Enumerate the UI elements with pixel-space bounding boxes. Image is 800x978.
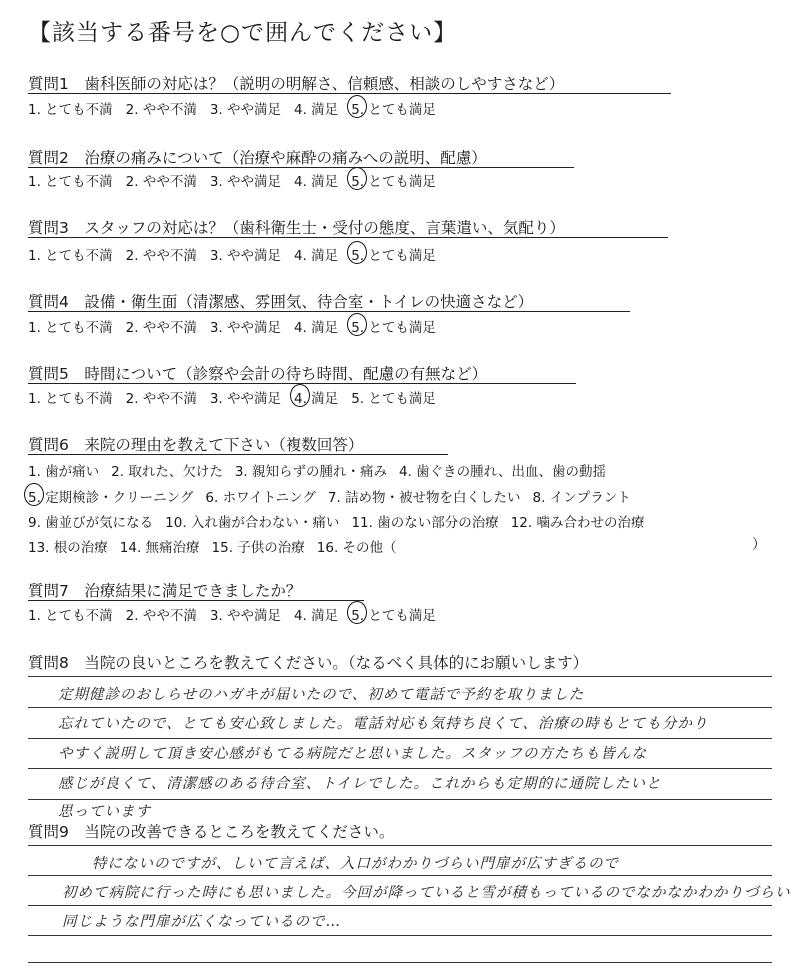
question-label: 質問3 — [28, 219, 69, 237]
reason-5[interactable]: 5. 定期検診・クリーニング — [28, 486, 193, 506]
reason-1[interactable]: 1. 歯が痛い — [28, 464, 100, 480]
question-text: 治療の痛みについて（治療や麻酔の痛みへの説明、配慮） — [84, 149, 487, 167]
rating-options — [28, 604, 449, 624]
rating-options — [28, 316, 449, 336]
option-1[interactable]: 1. とても不満 — [28, 320, 113, 336]
option-5[interactable]: 5. とても満足 — [351, 244, 436, 264]
option-1[interactable]: 1. とても不満 — [28, 174, 113, 190]
question-text: 治療結果に満足できましたか？ — [84, 582, 302, 600]
question-text: 来院の理由を教えて下さい（複数回答） — [84, 436, 364, 454]
option-5[interactable]: 5. とても満足 — [351, 170, 436, 190]
reason-line-3 — [28, 511, 656, 531]
option-2[interactable]: 2. やや不満 — [125, 608, 197, 624]
reason-11[interactable]: 11. 歯のない部分の治療 — [351, 515, 499, 531]
selection-circle — [347, 95, 367, 118]
option-1[interactable]: 1. とても不満 — [28, 391, 113, 407]
reason-4[interactable]: 4. 歯ぐきの腫れ、出血、歯の動揺 — [399, 464, 606, 480]
answer-line: 初めて病院に行った時にも思いました。今回が降っていると雪が積もっているのでなかなかわかりづらい — [62, 885, 791, 901]
option-5[interactable]: 5. とても満足 — [351, 98, 436, 118]
reason-7[interactable]: 7. 詰め物・被せ物を白くしたい — [327, 490, 521, 506]
reason-2[interactable]: 2. 取れた、欠けた — [111, 464, 223, 480]
reason-6[interactable]: 6. ホワイトニング — [205, 490, 316, 506]
question-text: 設備・衛生面（清潔感、雰囲気、待合室・トイレの快適さなど） — [84, 293, 534, 311]
option-3[interactable]: 3. やや満足 — [209, 248, 282, 264]
option-1[interactable]: 1. とても不満 — [28, 102, 113, 118]
question-text: 歯科医師の対応は？（説明の明解さ、信頼感、相談のしやすさなど） — [84, 75, 565, 93]
option-4[interactable]: 4. 満足 — [294, 102, 339, 118]
option-3[interactable]: 3. やや満足 — [209, 320, 282, 336]
answer-line: 同じような門扉が広くなっているので… — [62, 914, 341, 930]
reason-8[interactable]: 8. インプラント — [532, 490, 631, 506]
option-5[interactable]: 5. とても満足 — [351, 391, 436, 407]
option-3[interactable]: 3. やや満足 — [209, 391, 282, 407]
answer-line: 特にないのですが、しいて言えば、入口がわかりづらい門扉が広すぎるので — [92, 856, 619, 872]
reason-10[interactable]: 10. 入れ歯が合わない・痛い — [165, 515, 340, 531]
reason-13[interactable]: 13. 根の治療 — [28, 540, 108, 556]
selection-circle — [347, 241, 367, 264]
option-4[interactable]: 4. 満足 — [294, 320, 339, 336]
rating-options — [28, 387, 449, 407]
answer-line: 感じが良くて、清潔感のある待合室、トイレでした。これからも定期的に通院したいと — [58, 776, 662, 792]
option-4[interactable]: 4. 満足 — [294, 174, 339, 190]
answer-line: 定期健診のおしらせのハガキが届いたので、初めて電話で予約を取りました — [58, 687, 585, 703]
answer-line: やすく説明して頂き安心感がもてる病院だと思いました。スタッフの方たちも皆んな — [58, 746, 647, 762]
question-label: 質問6 — [28, 436, 69, 454]
reason-line-4 — [28, 536, 409, 556]
option-2[interactable]: 2. やや不満 — [125, 174, 197, 190]
option-2[interactable]: 2. やや不満 — [125, 320, 197, 336]
answer-line: 忘れていたので、とても安心致しました。電話対応も気持ち良くて、治療の時もとても分かり — [58, 716, 709, 732]
question-label: 質問1 — [28, 75, 69, 93]
option-4[interactable]: 4. 満足 — [294, 387, 338, 407]
other-close-paren: ） — [752, 537, 766, 553]
option-3[interactable]: 3. やや満足 — [209, 102, 282, 118]
reason-3[interactable]: 3. 親知らずの腫れ・痛み — [234, 464, 388, 480]
option-4[interactable]: 4. 満足 — [294, 248, 339, 264]
question-label: 質問5 — [28, 365, 69, 383]
selection-circle — [347, 167, 367, 190]
question-label: 質問8 — [28, 654, 69, 672]
selection-circle — [347, 601, 367, 624]
question-label: 質問4 — [28, 293, 69, 311]
rating-options — [28, 98, 449, 118]
selection-circle — [347, 313, 367, 336]
reason-12[interactable]: 12. 噛み合わせの治療 — [510, 515, 645, 531]
option-4[interactable]: 4. 満足 — [294, 608, 339, 624]
rating-options — [28, 170, 449, 190]
rating-options — [28, 244, 449, 264]
reason-line-2 — [28, 486, 643, 506]
question-text: スタッフの対応は？（歯科衛生士・受付の態度、言葉遣い、気配り） — [84, 219, 565, 237]
option-3[interactable]: 3. やや満足 — [209, 608, 282, 624]
option-1[interactable]: 1. とても不満 — [28, 248, 113, 264]
page-title: 【該当する番号を○で囲んでください】 — [28, 20, 458, 46]
selection-circle — [290, 384, 310, 407]
question-text: 当院の改善できるところを教えてください。 — [84, 823, 395, 841]
question-label: 質問7 — [28, 582, 69, 600]
option-3[interactable]: 3. やや満足 — [209, 174, 282, 190]
reason-line-1 — [28, 460, 618, 480]
option-5[interactable]: 5. とても満足 — [351, 316, 436, 336]
option-2[interactable]: 2. やや不満 — [125, 391, 197, 407]
option-2[interactable]: 2. やや不満 — [125, 248, 197, 264]
option-5[interactable]: 5. とても満足 — [351, 604, 436, 624]
reason-9[interactable]: 9. 歯並びが気になる — [28, 515, 154, 531]
question-text: 時間について（診察や会計の待ち時間、配慮の有無など） — [84, 365, 488, 383]
answer-line: 思っています — [58, 804, 151, 820]
question-text: 当院の良いところを教えてください。（なるべく具体的にお願いします） — [84, 654, 589, 672]
reason-16[interactable]: 16. その他（ — [316, 540, 397, 556]
selection-circle — [24, 483, 44, 506]
option-2[interactable]: 2. やや不満 — [125, 102, 197, 118]
option-1[interactable]: 1. とても不満 — [28, 608, 113, 624]
question-label: 質問2 — [28, 149, 69, 167]
reason-15[interactable]: 15. 子供の治療 — [211, 540, 305, 556]
reason-14[interactable]: 14. 無痛治療 — [119, 540, 200, 556]
question-label: 質問9 — [28, 823, 69, 841]
